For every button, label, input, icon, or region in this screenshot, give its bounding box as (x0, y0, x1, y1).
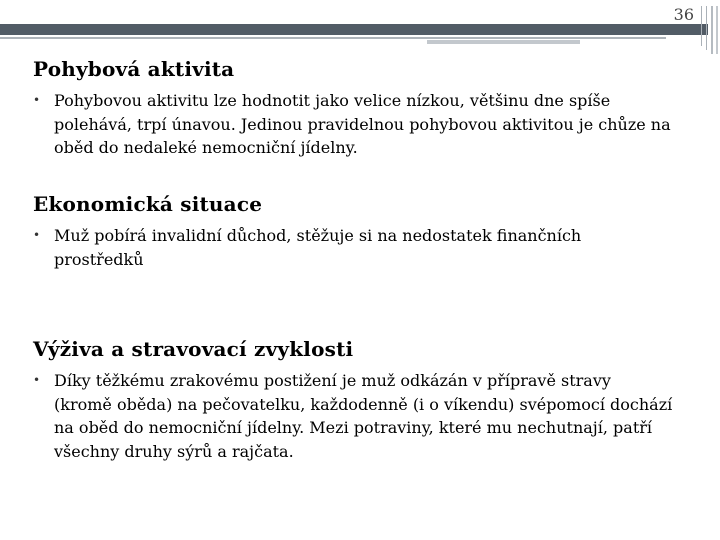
bullet-item (33, 89, 673, 160)
header-bar-light (0, 37, 666, 39)
bullet-text: Pohybovou aktivitu lze hodnotit jako velice nízkou, většinu dne spíše polehává, trpí únavou. Jedinou pravidelnou pohybovou aktivitou je chůze na oběd do nedaleké nemocniční jídelny. (54, 91, 671, 157)
bullet-icon: • (33, 93, 41, 107)
slide-number: 36 (673, 5, 694, 24)
section-vyziva (33, 337, 673, 463)
header-vertical-line (706, 6, 707, 50)
bullet-text: Muž pobírá invalidní důchod, stěžuje si na nedostatek finančních prostředků (54, 226, 582, 269)
header-bar-dark (0, 24, 708, 35)
section-pohybova-aktivita (33, 57, 673, 160)
header-vertical-line (716, 6, 718, 54)
section-heading: Ekonomická situace (33, 192, 263, 216)
header-vertical-line (701, 6, 702, 46)
bullet-icon: • (33, 228, 41, 242)
header-bar-segment (427, 40, 580, 44)
bullet-text: Díky těžkému zrakovému postižení je muž odkázán v přípravě stravy (kromě oběda) na pečovatelku, každodenně (i o víkendu) svépomocí dochází na oběd do nemocniční jídelny. Mezi potraviny, které mu nechutnají, patří všechny druhy sýrů a rajčata. (54, 371, 673, 461)
section-heading: Pohybová aktivita (33, 57, 235, 81)
bullet-icon: • (33, 373, 41, 387)
bullet-item (33, 369, 673, 463)
bullet-item (33, 224, 673, 271)
section-heading: Výživa a stravovací zvyklosti (33, 337, 354, 361)
header-vertical-line (711, 6, 713, 54)
section-ekonomicka-situace (33, 192, 673, 271)
